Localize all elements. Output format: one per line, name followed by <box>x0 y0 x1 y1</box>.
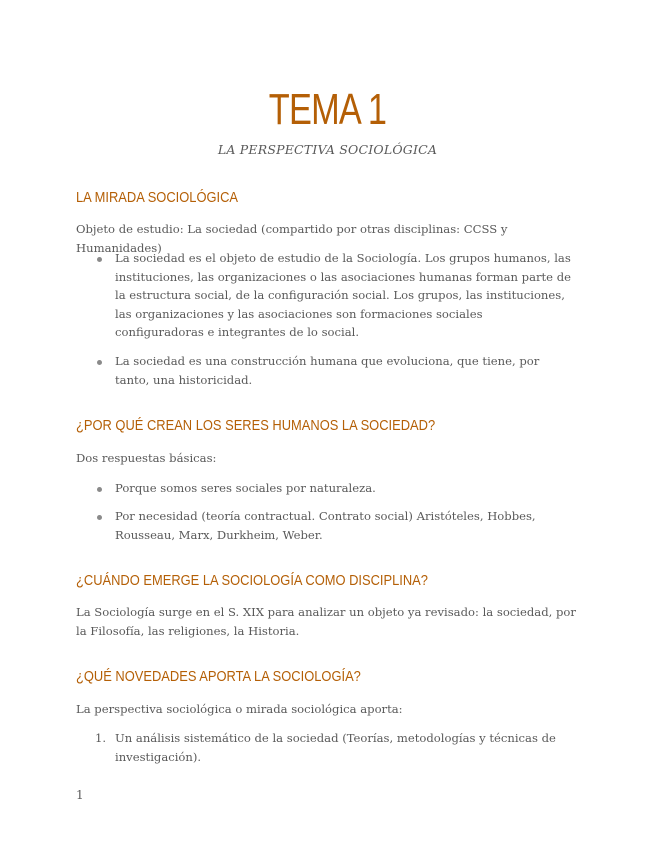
list-item: Porque somos seres sociales por naturaleza. <box>115 481 376 495</box>
section-heading-por-que: ¿POR QUÉ CREAN LOS SERES HUMANOS LA SOCIEDAD? <box>76 417 436 434</box>
page-title: TEMA 1 <box>268 85 387 134</box>
page-subtitle: LA PERSPECTIVA SOCIOLÓGICA <box>217 142 438 157</box>
section-intro-por-que: Dos respuestas básicas: <box>76 451 217 465</box>
bullet-icon <box>97 515 102 520</box>
list-item: La sociedad es una construcción humana que evoluciona, que tiene, por tanto, una historicidad. <box>115 354 540 387</box>
list-item: Por necesidad (teoría contractual. Contrato social) Aristóteles, Hobbes, Rousseau, Marx, Durkheim, Weber. <box>115 509 536 542</box>
section-heading-novedades: ¿QUÉ NOVEDADES APORTA LA SOCIOLOGÍA? <box>76 668 361 685</box>
section-heading-cuando: ¿CUÁNDO EMERGE LA SOCIOLOGÍA COMO DISCIPLINA? <box>76 572 428 589</box>
bullet-icon <box>97 487 102 492</box>
section-intro-mirada: Objeto de estudio: La sociedad (compartido por otras disciplinas: CCSS y Humanidades) <box>76 222 508 255</box>
list-item: Un análisis sistemático de la sociedad (Teorías, metodologías y técnicas de investigación). <box>115 731 556 764</box>
page-number: 1 <box>76 788 84 802</box>
section-intro-cuando: La Sociología surge en el S. XIX para analizar un objeto ya revisado: la sociedad, por la Filosofía, las religiones, la Historia. <box>76 605 576 638</box>
section-intro-novedades: La perspectiva sociológica o mirada sociológica aporta: <box>76 702 403 716</box>
section-heading-mirada: LA MIRADA SOCIOLÓGICA <box>76 189 239 206</box>
bullet-icon <box>97 257 102 262</box>
list-number: 1. <box>95 731 107 745</box>
list-item: La sociedad es el objeto de estudio de la Sociología. Los grupos humanos, las instituciones, las organizaciones o las asociaciones humanas forman parte de la estructura social, de la configuración social. Los grupos, las instituciones, las organizaciones y las asociaciones son formaciones sociales configuradoras e integrantes de lo social. <box>115 251 572 339</box>
bullet-icon <box>97 360 102 365</box>
